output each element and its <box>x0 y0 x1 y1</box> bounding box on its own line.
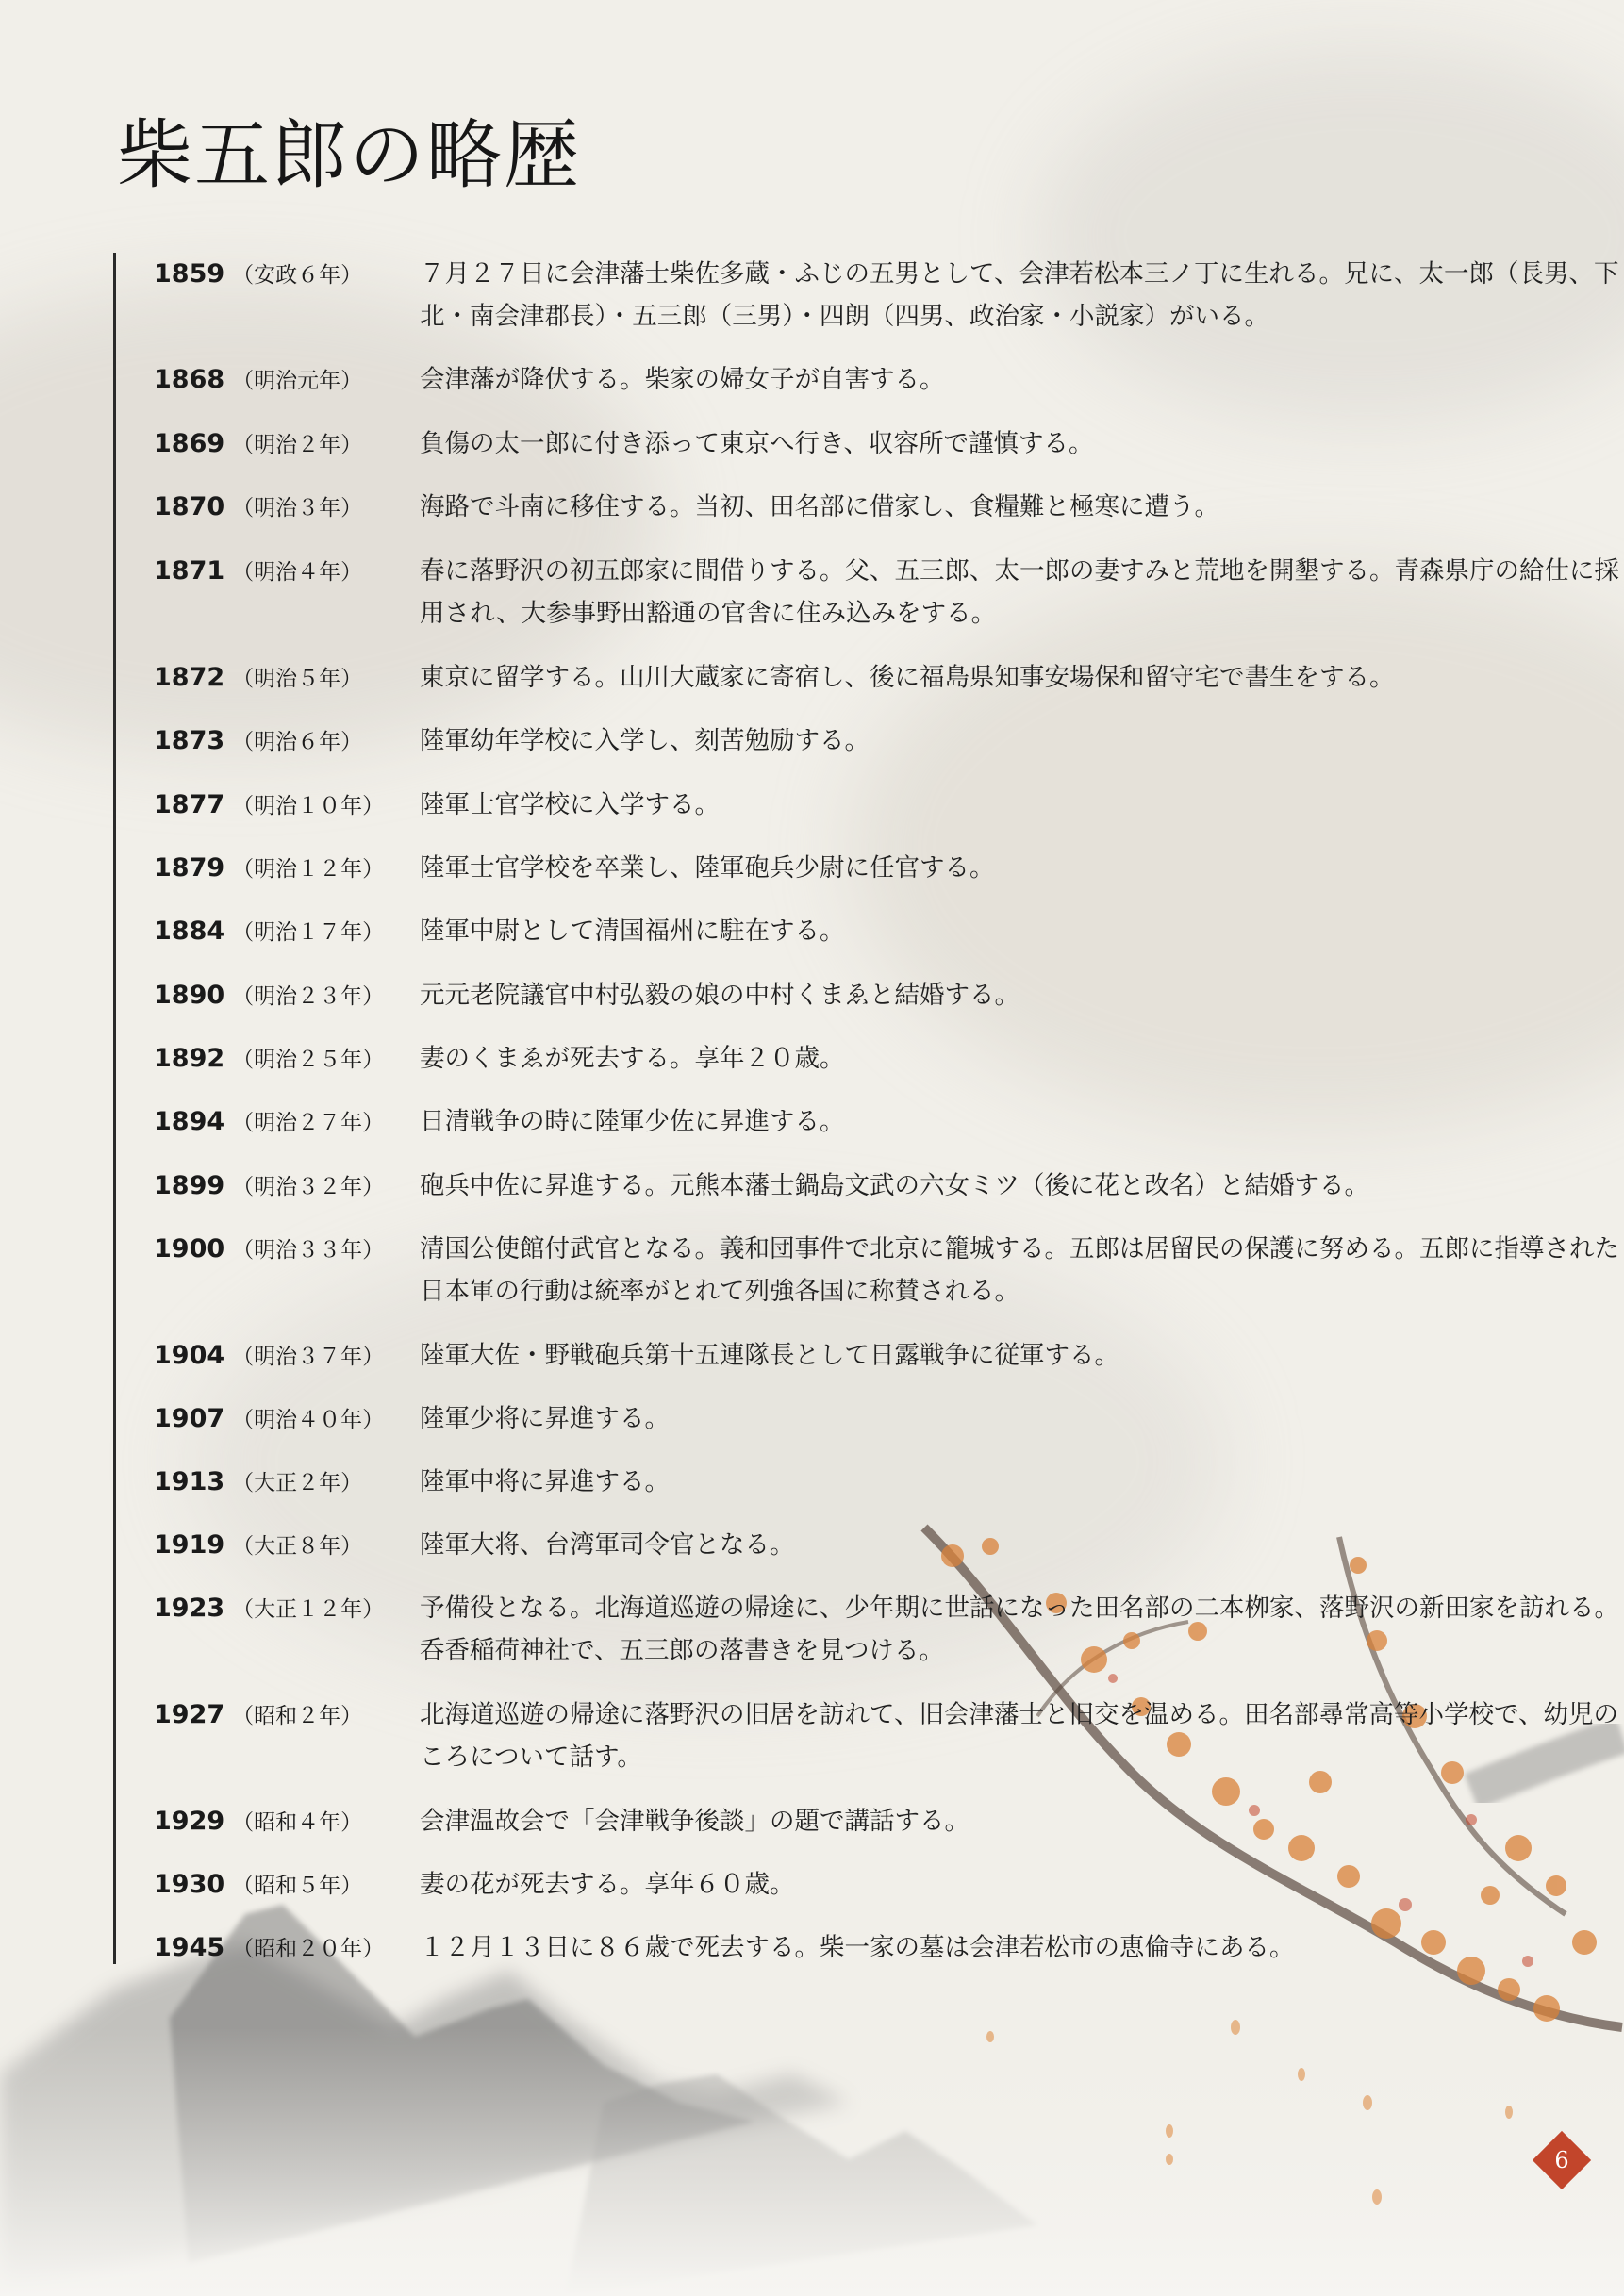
era-name: （明治３２年） <box>232 1175 385 1199</box>
year-number: 1899 <box>154 1171 225 1200</box>
entry-year <box>154 784 384 828</box>
entry-description: 陸軍少将に昇進する。 <box>420 1404 670 1433</box>
era-name: （明治５年） <box>232 667 363 691</box>
entry-year <box>154 974 384 1018</box>
entry-year <box>154 253 362 297</box>
entry-description: 陸軍士官学校に入学する。 <box>420 790 720 819</box>
year-number: 1907 <box>154 1404 225 1433</box>
year-number: 1859 <box>154 259 225 289</box>
era-name: （大正１２年） <box>232 1597 385 1622</box>
year-number: 1945 <box>154 1933 225 1962</box>
entry-description: 北海道巡遊の帰途に落野沢の旧居を訪れて、旧会津藩士と旧交を温める。田名部尋常高等小学校で、幼児のころについて話す。 <box>420 1700 1618 1772</box>
year-number: 1871 <box>154 556 225 586</box>
era-name: （明治１０年） <box>232 794 385 818</box>
era-name: （明治４年） <box>232 560 363 585</box>
year-number: 1900 <box>154 1234 225 1264</box>
era-name: （明治３７年） <box>232 1345 385 1369</box>
page-title: 柴五郎の略歴 <box>117 111 581 199</box>
era-name: （明治３３年） <box>232 1238 385 1263</box>
year-number: 1892 <box>154 1044 225 1073</box>
year-number: 1929 <box>154 1807 225 1836</box>
entry-year <box>154 1334 384 1379</box>
entry-year <box>154 1165 384 1209</box>
entry-year <box>154 719 362 764</box>
entry-year <box>154 486 362 530</box>
era-name: （明治２３年） <box>232 984 385 1009</box>
entry-year <box>154 358 362 403</box>
era-name: （昭和４年） <box>232 1810 363 1835</box>
entry-year <box>154 1100 384 1145</box>
entry-description: １２月１３日に８６歳で死去する。柴一家の墓は会津若松市の恵倫寺にある。 <box>420 1933 1295 1962</box>
entry-description: 負傷の太一郎に付き添って東京へ行き、収容所で謹慎する。 <box>420 429 1094 458</box>
year-number: 1884 <box>154 917 225 946</box>
era-name: （明治６年） <box>232 730 363 754</box>
entry-year <box>154 422 362 467</box>
era-name: （昭和２０年） <box>232 1937 385 1961</box>
entry-description: 海路で斗南に移住する。当初、田名部に借家し、食糧難と極寒に遭う。 <box>420 492 1219 521</box>
entry-year <box>154 910 384 954</box>
entry-year <box>154 550 362 594</box>
year-number: 1904 <box>154 1341 225 1370</box>
entry-description: 陸軍幼年学校に入学し、刻苦勉励する。 <box>420 726 870 755</box>
era-name: （明治２年） <box>232 433 363 457</box>
year-number: 1890 <box>154 981 225 1010</box>
entry-description: 妻の花が死去する。享年６０歳。 <box>420 1870 795 1899</box>
era-name: （明治４０年） <box>232 1408 385 1432</box>
entry-description: ７月２７日に会津藩士柴佐多蔵・ふじの五男として、会津若松本三ノ丁に生れる。兄に、太一郎（長男、下北・南会津郡長）・五三郎（三男）・四朗（四男、政治家・小説家）がいる。 <box>420 259 1619 331</box>
entry-year <box>154 1926 384 1971</box>
era-name: （明治元年） <box>232 369 363 393</box>
entry-year <box>154 1461 362 1505</box>
entry-year <box>154 1228 384 1272</box>
year-number: 1869 <box>154 429 225 458</box>
year-number: 1868 <box>154 365 225 394</box>
year-number: 1879 <box>154 853 225 883</box>
entry-description: 陸軍中尉として清国福州に駐在する。 <box>420 917 845 946</box>
entry-description: 砲兵中佐に昇進する。元熊本藩士鍋島文武の六女ミツ（後に花と改名）と結婚する。 <box>420 1171 1369 1200</box>
year-number: 1919 <box>154 1530 225 1560</box>
era-name: （昭和２年） <box>232 1704 363 1728</box>
entry-description: 妻のくまゑが死去する。享年２０歳。 <box>420 1044 845 1073</box>
year-number: 1894 <box>154 1107 225 1136</box>
era-name: （明治２５年） <box>232 1048 385 1072</box>
year-number: 1930 <box>154 1870 225 1899</box>
entry-year <box>154 1800 362 1844</box>
entry-description: 清国公使館付武官となる。義和団事件で北京に籠城する。五郎は居留民の保護に努める。五郎に指導された日本軍の行動は統率がとれて列強各国に称賛される。 <box>420 1234 1619 1306</box>
entry-description: 陸軍大将、台湾軍司令官となる。 <box>420 1530 795 1560</box>
page-number: 6 <box>1554 2147 1569 2173</box>
entry-year <box>154 847 384 891</box>
era-name: （昭和５年） <box>232 1874 363 1898</box>
era-name: （明治３年） <box>232 496 363 520</box>
entry-description: 予備役となる。北海道巡遊の帰途に、少年期に世話になった田名部の二本栁家、落野沢の新田家を訪れる。呑香稲荷神社で、五三郎の落書きを見つける。 <box>420 1594 1619 1665</box>
entry-year <box>154 656 362 701</box>
entry-year <box>154 1587 384 1631</box>
entry-description: 春に落野沢の初五郎家に間借りする。父、五三郎、太一郎の妻すみと荒地を開墾する。青森県庁の給仕に採用され、大参事野田豁通の官舎に住み込みをする。 <box>420 556 1619 628</box>
year-number: 1873 <box>154 726 225 755</box>
era-name: （大正２年） <box>232 1471 363 1495</box>
entry-year <box>154 1693 362 1738</box>
year-number: 1913 <box>154 1467 225 1496</box>
entry-description: 陸軍中将に昇進する。 <box>420 1467 670 1496</box>
year-number: 1872 <box>154 663 225 692</box>
entry-description: 会津温故会で「会津戦争後談」の題で講話する。 <box>420 1807 969 1836</box>
page-number-badge <box>1535 2134 1588 2187</box>
entry-year <box>154 1524 362 1568</box>
year-number: 1927 <box>154 1700 225 1729</box>
entry-description: 日清戦争の時に陸軍少佐に昇進する。 <box>420 1107 845 1136</box>
era-name: （安政６年） <box>232 263 363 288</box>
year-number: 1923 <box>154 1594 225 1623</box>
entry-description: 元元老院議官中村弘毅の娘の中村くまゑと結婚する。 <box>420 981 1019 1010</box>
entry-year <box>154 1397 384 1442</box>
year-number: 1877 <box>154 790 225 819</box>
entry-description: 陸軍士官学校を卒業し、陸軍砲兵少尉に任官する。 <box>420 853 995 883</box>
entry-description: 陸軍大佐・野戦砲兵第十五連隊長として日露戦争に従軍する。 <box>420 1341 1119 1370</box>
entry-description: 会津藩が降伏する。柴家の婦女子が自害する。 <box>420 365 945 394</box>
entry-description: 東京に留学する。山川大蔵家に寄宿し、後に福島県知事安場保和留守宅で書生をする。 <box>420 663 1395 692</box>
era-name: （明治２７年） <box>232 1111 385 1135</box>
entry-year <box>154 1863 362 1908</box>
era-name: （大正８年） <box>232 1534 363 1559</box>
era-name: （明治１７年） <box>232 920 385 945</box>
entry-year <box>154 1037 384 1082</box>
timeline <box>113 253 1619 1964</box>
era-name: （明治１２年） <box>232 857 385 882</box>
year-number: 1870 <box>154 492 225 521</box>
